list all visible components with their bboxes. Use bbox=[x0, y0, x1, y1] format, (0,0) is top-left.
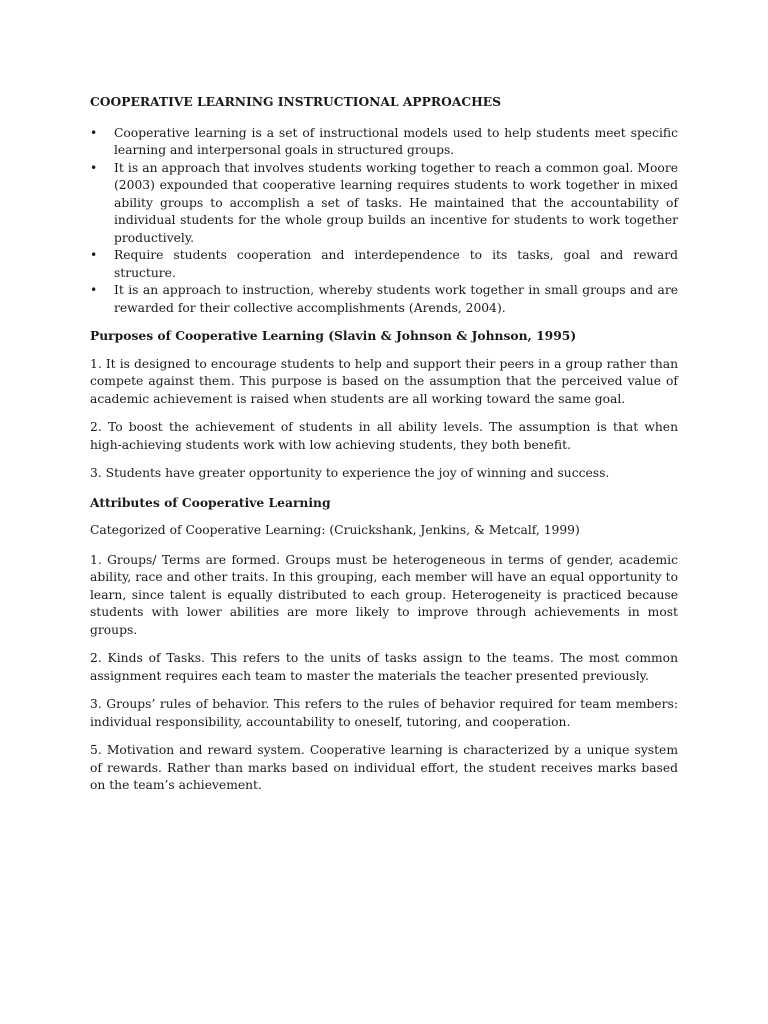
bullet-text: Require students cooperation and interdependence to its tasks, goal and reward structure. bbox=[114, 248, 678, 280]
bullet-item bbox=[90, 282, 678, 317]
document-page bbox=[90, 90, 678, 806]
attribute-item: 5. Motivation and reward system. Cooperative learning is characterized by a unique system of rewards. Rather than marks based on individual effort, the student receives marks based on the team’s achievement. bbox=[90, 743, 678, 792]
attribute-item: 3. Groups’ rules of behavior. This refers to the rules of behavior required for team members: individual responsibility, accountability to oneself, tutoring, and cooperation. bbox=[90, 697, 678, 729]
purpose-item: 3. Students have greater opportunity to experience the joy of winning and success. bbox=[90, 466, 610, 480]
attribute-item: 2. Kinds of Tasks. This refers to the units of tasks assign to the teams. The most common assignment requires each team to master the materials the teacher presented previously. bbox=[90, 651, 678, 683]
purpose-item: 1. It is designed to encourage students to help and support their peers in a group rather than compete against them. This purpose is based on the assumption that the perceived value of academic achievement is raised when students are all working toward the same goal. bbox=[90, 356, 678, 406]
bullet-icon: • bbox=[90, 248, 98, 262]
bullet-text: It is an approach that involves students working together to reach a common goal. Moore (2003) expounded that cooperative learning requires students to work together in mixed ability groups to accomplish a set of tasks. He maintained that the accountability of individual students for the whole group builds an incentive for students to work together productively. bbox=[114, 160, 678, 245]
document-title: COOPERATIVE LEARNING INSTRUCTIONAL APPROACHES bbox=[90, 94, 502, 109]
bullet-item bbox=[90, 125, 678, 160]
purposes-heading: Purposes of Cooperative Learning (Slavin & Johnson & Johnson, 1995) bbox=[90, 328, 577, 343]
bullet-item bbox=[90, 160, 678, 248]
bullet-item bbox=[90, 247, 678, 282]
bullet-icon: • bbox=[90, 160, 98, 175]
attributes-intro: Categorized of Cooperative Learning: (Cruickshank, Jenkins, & Metcalf, 1999) bbox=[90, 523, 580, 537]
bullet-list bbox=[90, 125, 678, 318]
bullet-icon: • bbox=[90, 125, 98, 140]
bullet-text: Cooperative learning is a set of instructional models used to help students meet specific learning and interpersonal goals in structured groups. bbox=[114, 125, 678, 157]
bullet-icon: • bbox=[90, 283, 98, 297]
attribute-item: 1. Groups/ Terms are formed. Groups must be heterogeneous in terms of gender, academic ability, race and other traits. In this grouping, each member will have an equal opportunity to learn, since talent is equally distributed to each group. Heterogeneity is practiced because students with lower abilities are more likely to improve through achievements in most groups. bbox=[90, 552, 678, 637]
purpose-item: 2. To boost the achievement of students in all ability levels. The assumption is that when high-achieving students work with low achieving students, they both benefit. bbox=[90, 420, 678, 452]
bullet-text: It is an approach to instruction, whereby students work together in small groups and are rewarded for their collective accomplishments (Arends, 2004). bbox=[114, 283, 678, 315]
attributes-heading: Attributes of Cooperative Learning bbox=[90, 494, 331, 510]
